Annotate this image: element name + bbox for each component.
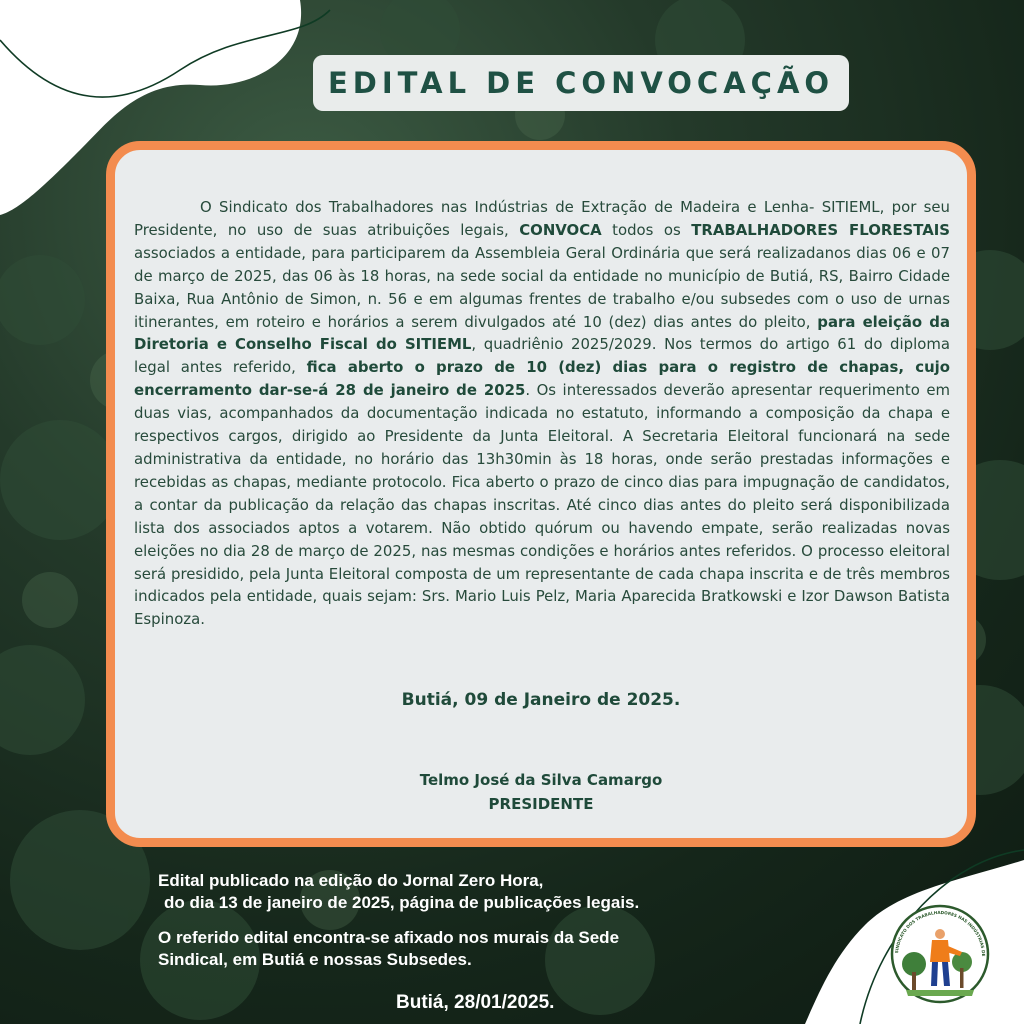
city-date: Butiá, 09 de Janeiro de 2025. xyxy=(401,690,681,710)
footer-date: Butiá, 28/01/2025. xyxy=(396,992,555,1013)
body-text-4: , quadriênio 2025/2029. Nos termos do artigo 61 do diploma legal antes referido, xyxy=(134,335,950,377)
body-bold-deadline: fica aberto o prazo de 10 (dez) dias para o registro de chapas, cujo encerramento dar-se-á 28 de janeiro de 2025 xyxy=(134,358,951,400)
body-text-2: todos os xyxy=(601,220,692,239)
footer-line-1: Edital publicado na edição do Jornal Zero Hora, xyxy=(158,871,544,890)
footer-line-2: do dia 13 de janeiro de 2025, página de publicações legais. xyxy=(164,893,640,912)
notice-body xyxy=(134,196,950,631)
body-text-1: O Sindicato dos Trabalhadores nas Indústrias de Extração de Madeira e Lenha- SITIEML, por seu Presidente, no uso de suas atribuições legais, xyxy=(134,198,950,239)
signer-role: PRESIDENTE xyxy=(488,795,594,813)
union-logo xyxy=(884,896,996,1008)
logo-arc-text: SINDICATO DOS TRABALHADORES NAS INDÚSTRIAS DE xyxy=(894,909,987,957)
title-banner xyxy=(313,55,849,111)
signer-name: Telmo José da Silva Camargo xyxy=(419,771,663,789)
body-text-5: . Os interessados deverão apresentar requerimento em duas vias, acompanhados da documentação indicada no estatuto, informando a composição da chapa e respectivos cargos, dirigido ao Presidente da Junta Eleitoral. A Secretaria Eleitoral funcionará na sede administrativa da entidade, no horário das 13h30min às 18 horas, onde serão prestadas informações e recebidas as chapas, mediante protocolo. Fica aberto o prazo de cinco dias para impugnação de candidatos, a contar da publicação da relação das chapas inscritas. Até cinco dias antes do pleito será disponibilizada lista dos associados aptos a votarem. Não obtido quórum ou havendo empate, serão realizadas novas eleições no dia 28 de março de 2025, nas mesmas condições e horários antes referidos. O processo eleitoral será presidido, pela Junta Eleitoral composta de um representante de cada chapa inscrita e de três membros indicados pela entidade, quais sejam: Srs. Mario Luis Pelz, Maria Aparecida Bratkowski e Izor Dawson Batista Espinoza. xyxy=(134,381,950,629)
page-title: EDITAL DE CONVOCAÇÃO xyxy=(327,66,835,100)
footer-line-4: Sindical, em Butiá e nossas Subsedes. xyxy=(158,950,472,969)
body-bold-workers: TRABALHADORES FLORESTAIS xyxy=(691,220,950,239)
body-bold-convoca: CONVOCA xyxy=(519,220,602,239)
logo-emblem-icon xyxy=(884,896,996,1008)
footer-line-3: O referido edital encontra-se afixado nos murais da Sede xyxy=(158,928,620,947)
body-bold-election: para eleição da Diretoria e Conselho Fiscal do SITIEML xyxy=(134,312,951,354)
body-text-3: associados a entidade, para participarem da Assembleia Geral Ordinária que será realizadanos dias 06 e 07 de março de 2025, das 06 às 18 horas, na sede social da entidade no município de Butiá, RS, Bairro Cidade Baixa, Rua Antônio de Simon, n. 56 e em algumas frentes de trabalho e/ou subsedes com o uso de urnas itinerantes, em roteiro e horários a serem divulgados até 10 (dez) dias antes do pleito, xyxy=(134,243,950,331)
